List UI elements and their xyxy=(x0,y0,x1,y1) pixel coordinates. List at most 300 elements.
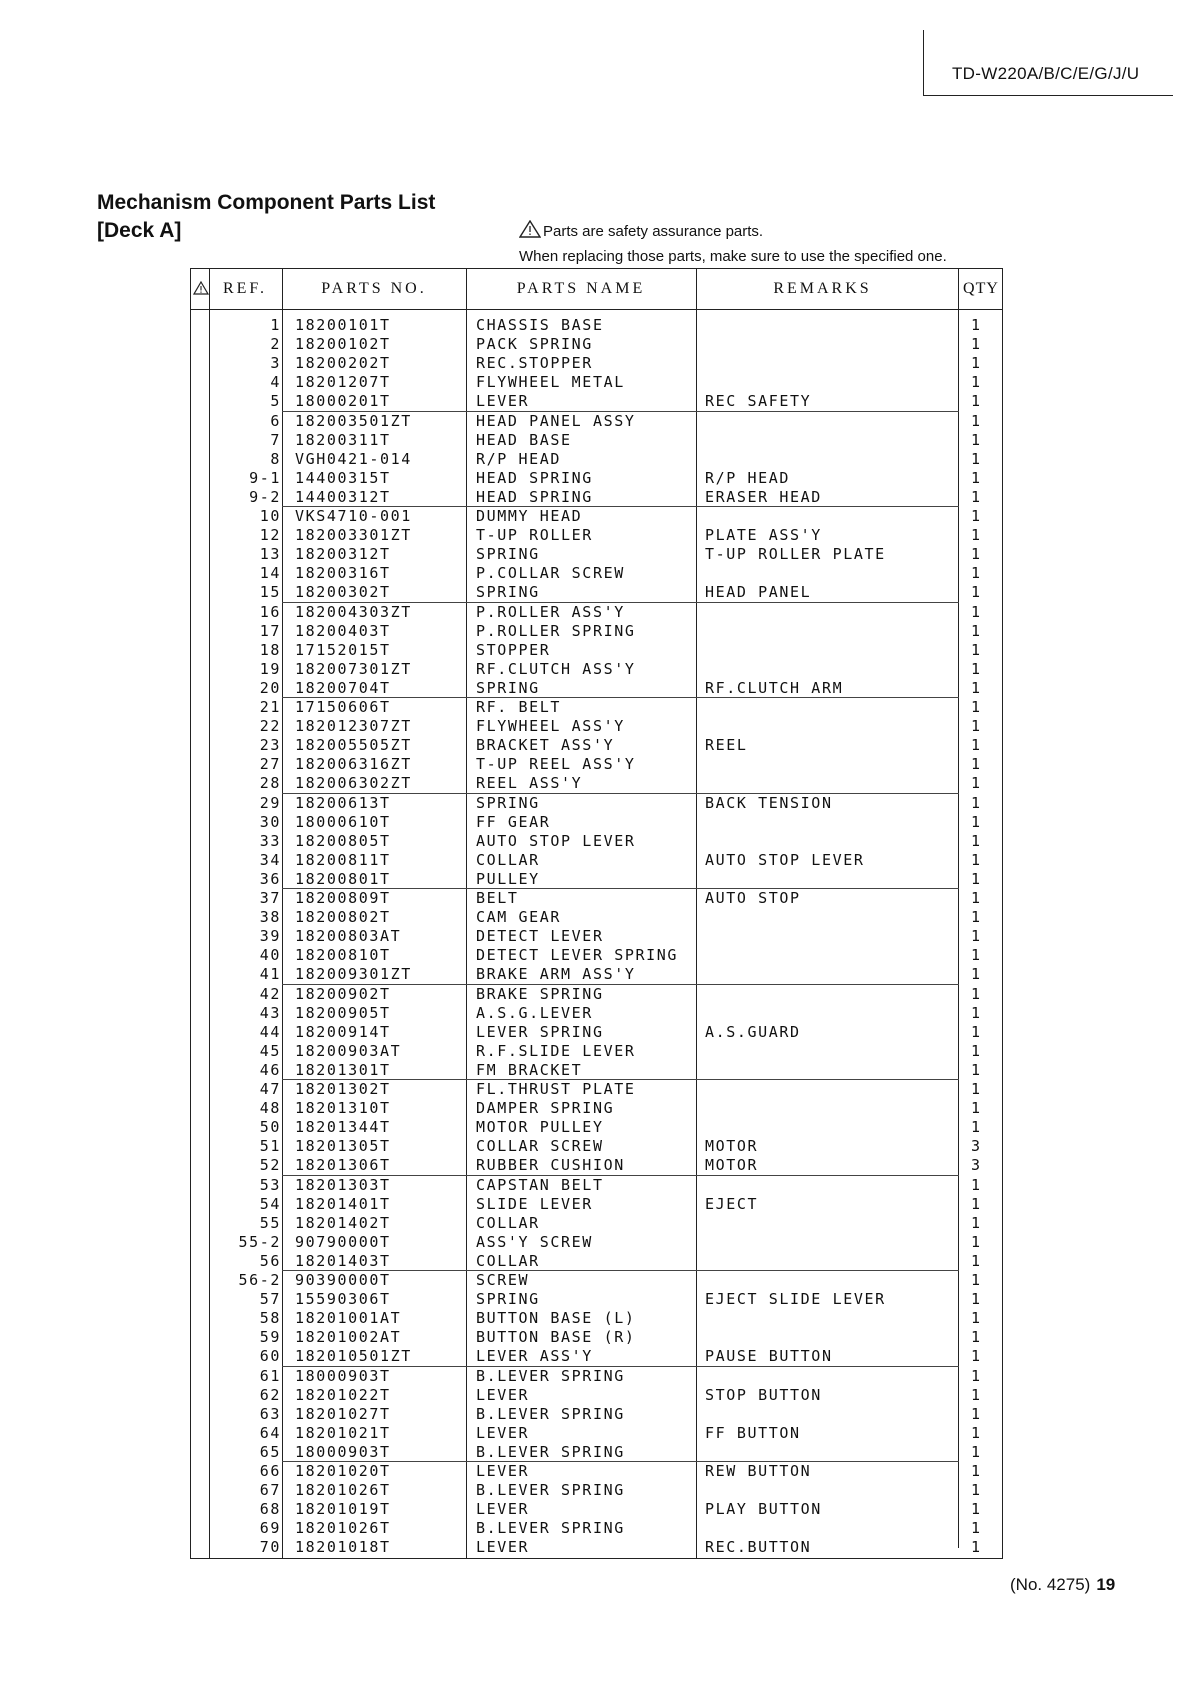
cell-ref: 6 xyxy=(270,411,281,430)
cell-parts-no: 18200101T xyxy=(295,316,391,334)
cell-parts-no: 18200316T xyxy=(295,564,391,583)
cell-remarks: FF BUTTON xyxy=(705,1423,801,1442)
cell-remarks: MOTOR xyxy=(705,1137,759,1156)
cell-parts-name: BRACKET ASS'Y xyxy=(476,736,615,755)
cell-parts-name: COLLAR xyxy=(476,1213,540,1232)
cell-parts-no: 182004303ZT xyxy=(295,602,412,621)
cell-qty: 1 xyxy=(971,526,982,545)
cell-parts-name: DETECT LEVER SPRING xyxy=(476,946,678,965)
cell-parts-name: R.F.SLIDE LEVER xyxy=(476,1041,636,1060)
cell-qty: 1 xyxy=(971,640,982,659)
cell-qty: 1 xyxy=(971,1022,982,1041)
header-parts-name: PARTS NAME xyxy=(516,280,646,297)
cell-parts-no: 18201310T xyxy=(295,1099,391,1118)
cell-parts-no: 18201302T xyxy=(295,1080,391,1098)
cell-remarks: EJECT SLIDE LEVER xyxy=(705,1290,886,1309)
cell-parts-name: R/P HEAD xyxy=(476,449,562,468)
cell-ref: 42 xyxy=(259,984,281,1003)
document-number: (No. 4275) xyxy=(1010,1575,1091,1594)
cell-qty: 1 xyxy=(971,335,982,354)
cell-parts-no: 182003501ZT xyxy=(295,411,412,430)
cell-parts-no: 18200312T xyxy=(295,545,391,564)
cell-parts-no: 18200902T xyxy=(295,984,391,1003)
cell-qty: 1 xyxy=(971,392,982,411)
cell-ref: 27 xyxy=(259,755,281,774)
cell-ref: 64 xyxy=(259,1423,281,1442)
cell-remarks: R/P HEAD xyxy=(705,468,791,487)
cell-ref: 41 xyxy=(259,965,281,984)
cell-qty: 1 xyxy=(971,1290,982,1309)
cell-qty: 1 xyxy=(971,717,982,736)
cell-parts-name: REC.STOPPER xyxy=(476,354,593,373)
cell-qty: 1 xyxy=(971,1385,982,1404)
cell-qty: 1 xyxy=(971,373,982,392)
page-number: 19 xyxy=(1096,1575,1116,1594)
cell-parts-no: 18201403T xyxy=(295,1251,391,1270)
model-number: TD-W220A/B/C/E/G/J/U xyxy=(952,64,1140,83)
cell-parts-no: 18200801T xyxy=(295,869,391,888)
cell-parts-no: 18200905T xyxy=(295,1003,391,1022)
cell-qty: 1 xyxy=(971,1442,982,1461)
cell-parts-name: AUTO STOP LEVER xyxy=(476,831,636,850)
cell-qty: 1 xyxy=(971,507,982,525)
cell-parts-no: 18201020T xyxy=(295,1462,391,1480)
cell-parts-no: 18201306T xyxy=(295,1156,391,1175)
cell-parts-name: BUTTON BASE (R) xyxy=(476,1328,636,1347)
cell-remarks: AUTO STOP LEVER xyxy=(705,850,865,869)
cell-parts-name: B.LEVER SPRING xyxy=(476,1519,625,1538)
cell-parts-name: LEVER xyxy=(476,1538,530,1557)
cell-parts-no: 182006302ZT xyxy=(295,774,412,793)
cell-parts-name: B.LEVER SPRING xyxy=(476,1481,625,1500)
cell-ref: 34 xyxy=(259,850,281,869)
cell-parts-no: 18201002AT xyxy=(295,1328,402,1347)
cell-parts-name: BELT xyxy=(476,889,519,907)
cell-qty: 1 xyxy=(971,755,982,774)
cell-parts-no: 14400312T xyxy=(295,487,391,506)
cell-ref: 22 xyxy=(259,717,281,736)
cell-qty: 1 xyxy=(971,411,982,430)
cell-qty: 1 xyxy=(971,316,982,334)
page-footer xyxy=(1010,1575,1115,1595)
cell-parts-no: 18201022T xyxy=(295,1385,391,1404)
cell-qty: 1 xyxy=(971,1041,982,1060)
cell-ref: 39 xyxy=(259,927,281,946)
cell-ref: 5 xyxy=(270,392,281,411)
cell-parts-no: 18201402T xyxy=(295,1213,391,1232)
cell-qty: 1 xyxy=(971,1538,982,1557)
cell-remarks: HEAD PANEL xyxy=(705,583,812,602)
model-number-box xyxy=(923,30,1173,96)
cell-qty: 1 xyxy=(971,1232,982,1251)
safety-notes xyxy=(519,219,947,269)
cell-parts-name: PULLEY xyxy=(476,869,540,888)
cell-parts-no: 18200311T xyxy=(295,430,391,449)
cell-ref: 63 xyxy=(259,1404,281,1423)
cell-qty: 1 xyxy=(971,812,982,831)
cell-parts-name: T-UP ROLLER xyxy=(476,526,593,545)
cell-qty: 1 xyxy=(971,1003,982,1022)
cell-qty: 1 xyxy=(971,850,982,869)
cell-qty: 1 xyxy=(971,487,982,506)
cell-ref: 7 xyxy=(270,430,281,449)
cell-ref: 44 xyxy=(259,1022,281,1041)
cell-parts-no: 18000201T xyxy=(295,392,391,411)
cell-parts-name: DUMMY HEAD xyxy=(476,507,583,525)
cell-ref: 37 xyxy=(259,889,281,907)
cell-qty: 1 xyxy=(971,430,982,449)
cell-parts-name: RUBBER CUSHION xyxy=(476,1156,625,1175)
cell-ref: 18 xyxy=(259,640,281,659)
cell-ref: 67 xyxy=(259,1481,281,1500)
cell-qty: 1 xyxy=(971,1118,982,1137)
cell-parts-name: LEVER xyxy=(476,1423,530,1442)
page-title xyxy=(97,189,435,245)
cell-ref: 9-2 xyxy=(249,487,281,506)
cell-qty: 1 xyxy=(971,621,982,640)
cell-parts-no: 18201026T xyxy=(295,1481,391,1500)
cell-qty: 1 xyxy=(971,1347,982,1366)
cell-qty: 3 xyxy=(971,1137,982,1156)
cell-parts-no: 182003301ZT xyxy=(295,526,412,545)
cell-ref: 48 xyxy=(259,1099,281,1118)
cell-parts-no: 18201301T xyxy=(295,1060,391,1079)
warning-triangle-icon xyxy=(519,220,541,238)
cell-qty: 1 xyxy=(971,1060,982,1079)
cell-ref: 38 xyxy=(259,908,281,927)
cell-qty: 1 xyxy=(971,564,982,583)
cell-parts-no: 18200903AT xyxy=(295,1041,402,1060)
cell-parts-name: SPRING xyxy=(476,1290,540,1309)
cell-parts-name: LEVER xyxy=(476,1385,530,1404)
cell-qty: 1 xyxy=(971,946,982,965)
cell-parts-name: REEL ASS'Y xyxy=(476,774,583,793)
cell-parts-name: CAM GEAR xyxy=(476,908,562,927)
cell-parts-name: T-UP REEL ASS'Y xyxy=(476,755,636,774)
cell-ref: 14 xyxy=(259,564,281,583)
cell-parts-no: 18200302T xyxy=(295,583,391,602)
cell-ref: 43 xyxy=(259,1003,281,1022)
cell-ref: 16 xyxy=(259,602,281,621)
cell-ref: 40 xyxy=(259,946,281,965)
title-line-2: [Deck A] xyxy=(97,219,182,242)
cell-qty: 1 xyxy=(971,1309,982,1328)
cell-parts-no: 18200403T xyxy=(295,621,391,640)
cell-remarks: A.S.GUARD xyxy=(705,1022,801,1041)
cell-parts-name: ASS'Y SCREW xyxy=(476,1232,593,1251)
cell-qty: 1 xyxy=(971,1500,982,1519)
cell-remarks: MOTOR xyxy=(705,1156,759,1175)
cell-parts-name: SPRING xyxy=(476,678,540,697)
cell-qty: 1 xyxy=(971,698,982,716)
header-ref: REF. xyxy=(222,280,268,297)
cell-remarks: REW BUTTON xyxy=(705,1462,812,1480)
cell-ref: 19 xyxy=(259,659,281,678)
cell-remarks: BACK TENSION xyxy=(705,793,833,812)
cell-qty: 1 xyxy=(971,869,982,888)
cell-ref: 12 xyxy=(259,526,281,545)
cell-qty: 1 xyxy=(971,659,982,678)
cell-ref: 1 xyxy=(270,316,281,334)
cell-qty: 1 xyxy=(971,449,982,468)
cell-qty: 1 xyxy=(971,1328,982,1347)
cell-parts-name: B.LEVER SPRING xyxy=(476,1442,625,1461)
cell-qty: 1 xyxy=(971,468,982,487)
cell-remarks: AUTO STOP xyxy=(705,889,801,907)
cell-qty: 1 xyxy=(971,1099,982,1118)
cell-ref: 20 xyxy=(259,678,281,697)
cell-parts-no: 182007301ZT xyxy=(295,659,412,678)
cell-parts-no: 182005505ZT xyxy=(295,736,412,755)
cell-qty: 3 xyxy=(971,1156,982,1175)
cell-remarks: REEL xyxy=(705,736,748,755)
cell-parts-no: 18200805T xyxy=(295,831,391,850)
cell-parts-no: 90790000T xyxy=(295,1232,391,1251)
cell-remarks: ERASER HEAD xyxy=(705,487,822,506)
cell-parts-no: VKS4710-001 xyxy=(295,507,412,525)
cell-ref: 55-2 xyxy=(238,1232,281,1251)
cell-parts-name: FF GEAR xyxy=(476,812,551,831)
cell-parts-no: 18200809T xyxy=(295,889,391,907)
cell-qty: 1 xyxy=(971,1462,982,1480)
cell-ref: 56 xyxy=(259,1251,281,1270)
cell-ref: 9-1 xyxy=(249,468,281,487)
cell-ref: 15 xyxy=(259,583,281,602)
cell-qty: 1 xyxy=(971,354,982,373)
cell-qty: 1 xyxy=(971,908,982,927)
cell-parts-name: HEAD BASE xyxy=(476,430,572,449)
cell-parts-no: 182006316ZT xyxy=(295,755,412,774)
cell-parts-name: B.LEVER SPRING xyxy=(476,1404,625,1423)
cell-parts-no: 18201019T xyxy=(295,1500,391,1519)
cell-remarks: STOP BUTTON xyxy=(705,1385,822,1404)
cell-qty: 1 xyxy=(971,965,982,984)
cell-parts-name: SLIDE LEVER xyxy=(476,1194,593,1213)
cell-parts-name: P.ROLLER SPRING xyxy=(476,621,636,640)
cell-qty: 1 xyxy=(971,984,982,1003)
cell-parts-name: LEVER ASS'Y xyxy=(476,1347,593,1366)
cell-parts-no: 18201001AT xyxy=(295,1309,402,1328)
cell-parts-no: 18000610T xyxy=(295,812,391,831)
cell-qty: 1 xyxy=(971,1404,982,1423)
cell-parts-no: 182009301ZT xyxy=(295,965,412,984)
cell-qty: 1 xyxy=(971,831,982,850)
cell-parts-name: A.S.G.LEVER xyxy=(476,1003,593,1022)
cell-ref: 61 xyxy=(259,1366,281,1385)
cell-ref: 51 xyxy=(259,1137,281,1156)
cell-parts-no: 18200102T xyxy=(295,335,391,354)
cell-ref: 68 xyxy=(259,1500,281,1519)
cell-parts-name: SCREW xyxy=(476,1271,530,1289)
cell-parts-name: RF.CLUTCH ASS'Y xyxy=(476,659,636,678)
cell-parts-name: FLYWHEEL ASS'Y xyxy=(476,717,625,736)
cell-parts-no: 14400315T xyxy=(295,468,391,487)
cell-parts-name: LEVER xyxy=(476,1500,530,1519)
cell-qty: 1 xyxy=(971,927,982,946)
cell-parts-name: BRAKE SPRING xyxy=(476,984,604,1003)
cell-parts-no: 18200613T xyxy=(295,793,391,812)
cell-parts-name: FL.THRUST PLATE xyxy=(476,1080,636,1098)
cell-qty: 1 xyxy=(971,736,982,755)
cell-parts-no: 18201344T xyxy=(295,1118,391,1137)
cell-parts-name: STOPPER xyxy=(476,640,551,659)
cell-parts-no: 18200802T xyxy=(295,908,391,927)
cell-qty: 1 xyxy=(971,1080,982,1098)
cell-ref: 58 xyxy=(259,1309,281,1328)
cell-qty: 1 xyxy=(971,1194,982,1213)
cell-parts-name: CAPSTAN BELT xyxy=(476,1175,604,1194)
cell-ref: 8 xyxy=(270,449,281,468)
cell-ref: 29 xyxy=(259,793,281,812)
cell-parts-no: 18201401T xyxy=(295,1194,391,1213)
cell-ref: 30 xyxy=(259,812,281,831)
cell-parts-name: CHASSIS BASE xyxy=(476,316,604,334)
cell-parts-name: PACK SPRING xyxy=(476,335,593,354)
cell-ref: 55 xyxy=(259,1213,281,1232)
cell-qty: 1 xyxy=(971,1271,982,1289)
cell-parts-no: 18200811T xyxy=(295,850,391,869)
cell-parts-no: 182010501ZT xyxy=(295,1347,412,1366)
cell-ref: 13 xyxy=(259,545,281,564)
header-divider xyxy=(191,309,1002,310)
cell-remarks: PLAY BUTTON xyxy=(705,1500,822,1519)
header-remarks: REMARKS xyxy=(773,280,872,297)
cell-ref: 65 xyxy=(259,1442,281,1461)
cell-parts-name: HEAD PANEL ASSY xyxy=(476,411,636,430)
cell-parts-name: FLYWHEEL METAL xyxy=(476,373,625,392)
cell-parts-no: 18200810T xyxy=(295,946,391,965)
cell-parts-name: B.LEVER SPRING xyxy=(476,1366,625,1385)
cell-ref: 46 xyxy=(259,1060,281,1079)
cell-parts-name: COLLAR SCREW xyxy=(476,1137,604,1156)
cell-qty: 1 xyxy=(971,1366,982,1385)
cell-ref: 33 xyxy=(259,831,281,850)
cell-parts-no: 17152015T xyxy=(295,640,391,659)
header-qty: QTY xyxy=(963,280,999,297)
cell-ref: 66 xyxy=(259,1462,281,1480)
cell-ref: 69 xyxy=(259,1519,281,1538)
cell-qty: 1 xyxy=(971,583,982,602)
cell-parts-no: 90390000T xyxy=(295,1271,391,1289)
cell-remarks: PAUSE BUTTON xyxy=(705,1347,833,1366)
cell-parts-no: 18201026T xyxy=(295,1519,391,1538)
cell-ref: 28 xyxy=(259,774,281,793)
cell-parts-name: DETECT LEVER xyxy=(476,927,604,946)
cell-qty: 1 xyxy=(971,678,982,697)
cell-ref: 54 xyxy=(259,1194,281,1213)
cell-parts-name: P.ROLLER ASS'Y xyxy=(476,602,625,621)
cell-parts-no: 18201305T xyxy=(295,1137,391,1156)
cell-parts-no: 18201303T xyxy=(295,1175,391,1194)
cell-parts-name: COLLAR xyxy=(476,1251,540,1270)
cell-parts-no: 18200803AT xyxy=(295,927,402,946)
cell-parts-name: LEVER xyxy=(476,1462,530,1480)
header-parts-no: PARTS NO. xyxy=(321,280,427,297)
cell-ref: 60 xyxy=(259,1347,281,1366)
cell-remarks: EJECT xyxy=(705,1194,759,1213)
cell-remarks: PLATE ASS'Y xyxy=(705,526,822,545)
cell-ref: 62 xyxy=(259,1385,281,1404)
cell-qty: 1 xyxy=(971,774,982,793)
cell-qty: 1 xyxy=(971,545,982,564)
title-line-1: Mechanism Component Parts List xyxy=(97,191,436,214)
cell-remarks: RF.CLUTCH ARM xyxy=(705,678,844,697)
cell-parts-name: P.COLLAR SCREW xyxy=(476,564,625,583)
cell-parts-no: VGH0421-014 xyxy=(295,449,412,468)
cell-parts-name: LEVER SPRING xyxy=(476,1022,604,1041)
cell-parts-no: 18200914T xyxy=(295,1022,391,1041)
cell-parts-name: SPRING xyxy=(476,793,540,812)
cell-ref: 3 xyxy=(270,354,281,373)
cell-parts-no: 18201027T xyxy=(295,1404,391,1423)
cell-ref: 45 xyxy=(259,1041,281,1060)
cell-parts-name: BUTTON BASE (L) xyxy=(476,1309,636,1328)
column-divider xyxy=(958,269,959,1548)
cell-ref: 10 xyxy=(259,507,281,525)
cell-ref: 57 xyxy=(259,1290,281,1309)
cell-ref: 70 xyxy=(259,1538,281,1557)
cell-ref: 47 xyxy=(259,1080,281,1098)
cell-parts-no: 15590306T xyxy=(295,1290,391,1309)
cell-qty: 1 xyxy=(971,602,982,621)
cell-parts-name: HEAD SPRING xyxy=(476,487,593,506)
cell-parts-name: SPRING xyxy=(476,583,540,602)
cell-parts-no: 18000903T xyxy=(295,1366,391,1385)
cell-ref: 23 xyxy=(259,736,281,755)
cell-parts-no: 17150606T xyxy=(295,698,391,716)
cell-ref: 59 xyxy=(259,1328,281,1347)
cell-ref: 53 xyxy=(259,1175,281,1194)
cell-parts-name: LEVER xyxy=(476,392,530,411)
cell-parts-no: 18201021T xyxy=(295,1423,391,1442)
cell-ref: 36 xyxy=(259,869,281,888)
cell-qty: 1 xyxy=(971,1213,982,1232)
cell-qty: 1 xyxy=(971,1481,982,1500)
cell-remarks: T-UP ROLLER PLATE xyxy=(705,545,886,564)
cell-ref: 21 xyxy=(259,698,281,716)
cell-qty: 1 xyxy=(971,1175,982,1194)
cell-qty: 1 xyxy=(971,1251,982,1270)
safety-note-line-1: Parts are safety assurance parts. xyxy=(543,223,764,240)
cell-qty: 1 xyxy=(971,1423,982,1442)
cell-remarks: REC SAFETY xyxy=(705,392,812,411)
cell-qty: 1 xyxy=(971,793,982,812)
cell-parts-no: 182012307ZT xyxy=(295,717,412,736)
safety-column-icon xyxy=(193,281,209,295)
cell-parts-no: 18200704T xyxy=(295,678,391,697)
cell-ref: 52 xyxy=(259,1156,281,1175)
cell-ref: 50 xyxy=(259,1118,281,1137)
cell-parts-name: COLLAR xyxy=(476,850,540,869)
safety-note-line-2: When replacing those parts, make sure to use the specified one. xyxy=(519,248,947,265)
cell-parts-no: 18201207T xyxy=(295,373,391,392)
cell-parts-name: SPRING xyxy=(476,545,540,564)
cell-remarks: REC.BUTTON xyxy=(705,1538,812,1557)
cell-ref: 17 xyxy=(259,621,281,640)
cell-parts-name: DAMPER SPRING xyxy=(476,1099,615,1118)
cell-parts-name: FM BRACKET xyxy=(476,1060,583,1079)
cell-ref: 56-2 xyxy=(238,1271,281,1289)
cell-parts-name: RF. BELT xyxy=(476,698,562,716)
parts-table xyxy=(190,268,1003,1559)
cell-parts-no: 18201018T xyxy=(295,1538,391,1557)
cell-parts-name: MOTOR PULLEY xyxy=(476,1118,604,1137)
cell-parts-name: HEAD SPRING xyxy=(476,468,593,487)
cell-parts-no: 18000903T xyxy=(295,1442,391,1461)
cell-qty: 1 xyxy=(971,1519,982,1538)
cell-parts-no: 18200202T xyxy=(295,354,391,373)
cell-ref: 2 xyxy=(270,335,281,354)
